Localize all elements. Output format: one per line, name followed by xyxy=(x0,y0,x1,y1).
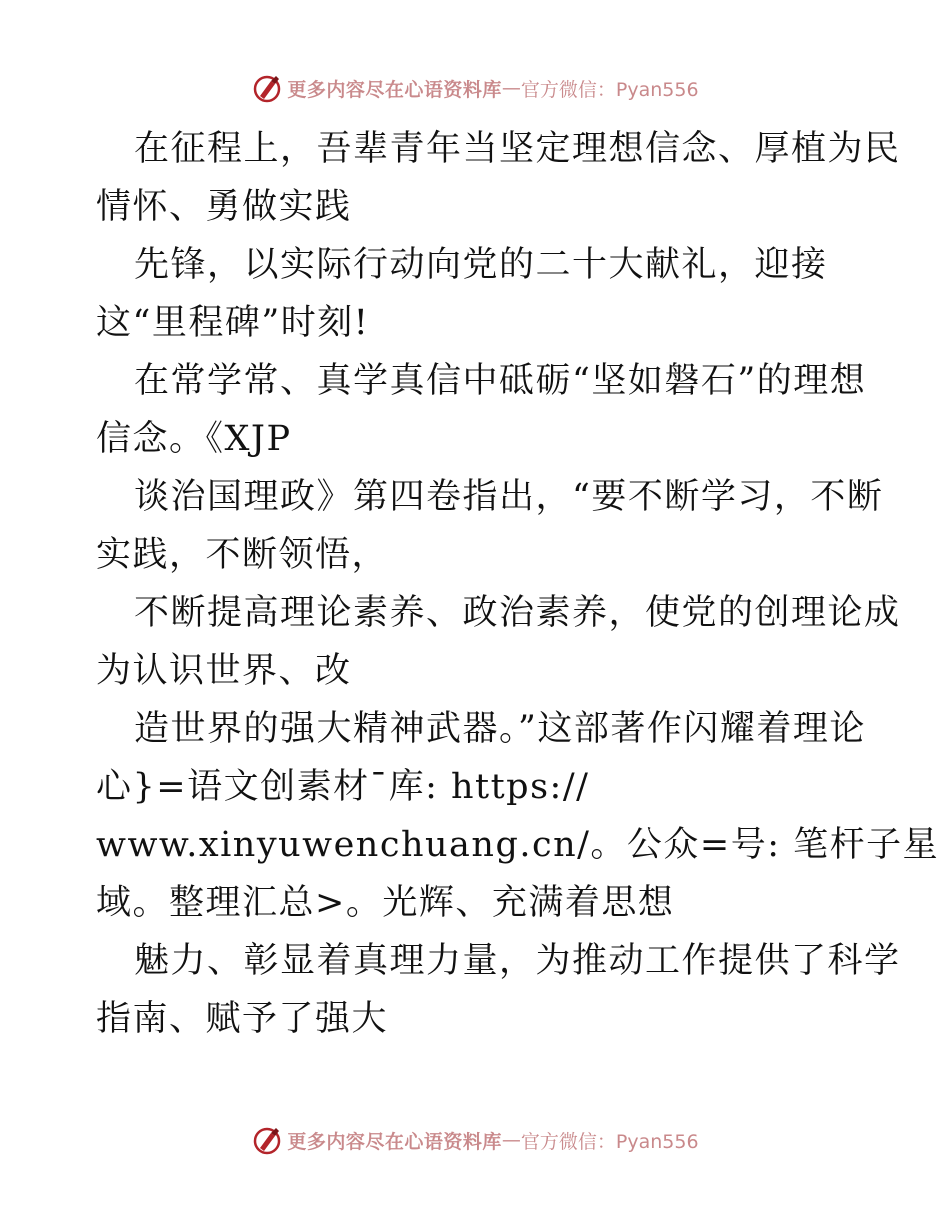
text-line: 信念。《XJP xyxy=(96,419,292,459)
text-line: 不断提高理论素养、政治素养，使党的创理论成 xyxy=(134,593,901,633)
text-line: 造世界的强大精神武器。”这部著作闪耀着理论 xyxy=(134,709,866,749)
watermark-brand-text: 更多内容尽在心语资料库 xyxy=(287,78,502,101)
text-line: 这“里程碑”时刻! xyxy=(96,303,370,343)
pen-in-circle-icon xyxy=(251,72,283,104)
text-line: 先锋，以实际行动向党的二十大献礼，迎接 xyxy=(134,245,828,285)
text-line: 谈治国理政》第四卷指出，“要不断学习，不断 xyxy=(134,477,884,517)
text-line: 在常学常、真学真信中砥砺“坚如磐石”的理想 xyxy=(134,361,867,401)
text-line: 魅力、彰显着真理力量，为推动工作提供了科学 xyxy=(134,941,901,981)
watermark-separator: — xyxy=(501,77,521,99)
text-line: 心}=语文创素材¯库: https:// xyxy=(96,767,590,807)
text-line: 为认识世界、改 xyxy=(96,651,352,691)
watermark-separator: — xyxy=(501,1129,521,1151)
watermark-wechat-text: 官方微信：Pyan556 xyxy=(520,78,699,101)
text-line: 在征程上，吾辈青年当坚定理想信念、厚植为民 xyxy=(134,129,901,169)
footer-watermark xyxy=(0,1120,950,1160)
text-line: 域。整理汇总>。光辉、充满着思想 xyxy=(96,883,675,923)
text-line: 实践，不断领悟， xyxy=(96,535,389,575)
pen-in-circle-icon xyxy=(251,1124,283,1156)
text-line: 指南、赋予了强大 xyxy=(96,999,389,1039)
document-body xyxy=(96,120,940,1048)
text-line: 情怀、勇做实践 xyxy=(96,187,352,227)
watermark-brand-text: 更多内容尽在心语资料库 xyxy=(287,1130,502,1153)
watermark-wechat-text: 官方微信：Pyan556 xyxy=(520,1130,699,1153)
header-watermark xyxy=(0,68,950,108)
text-line: www.xinyuwenchuang.cn/。公众=号: 笔杆子星 xyxy=(96,825,940,865)
